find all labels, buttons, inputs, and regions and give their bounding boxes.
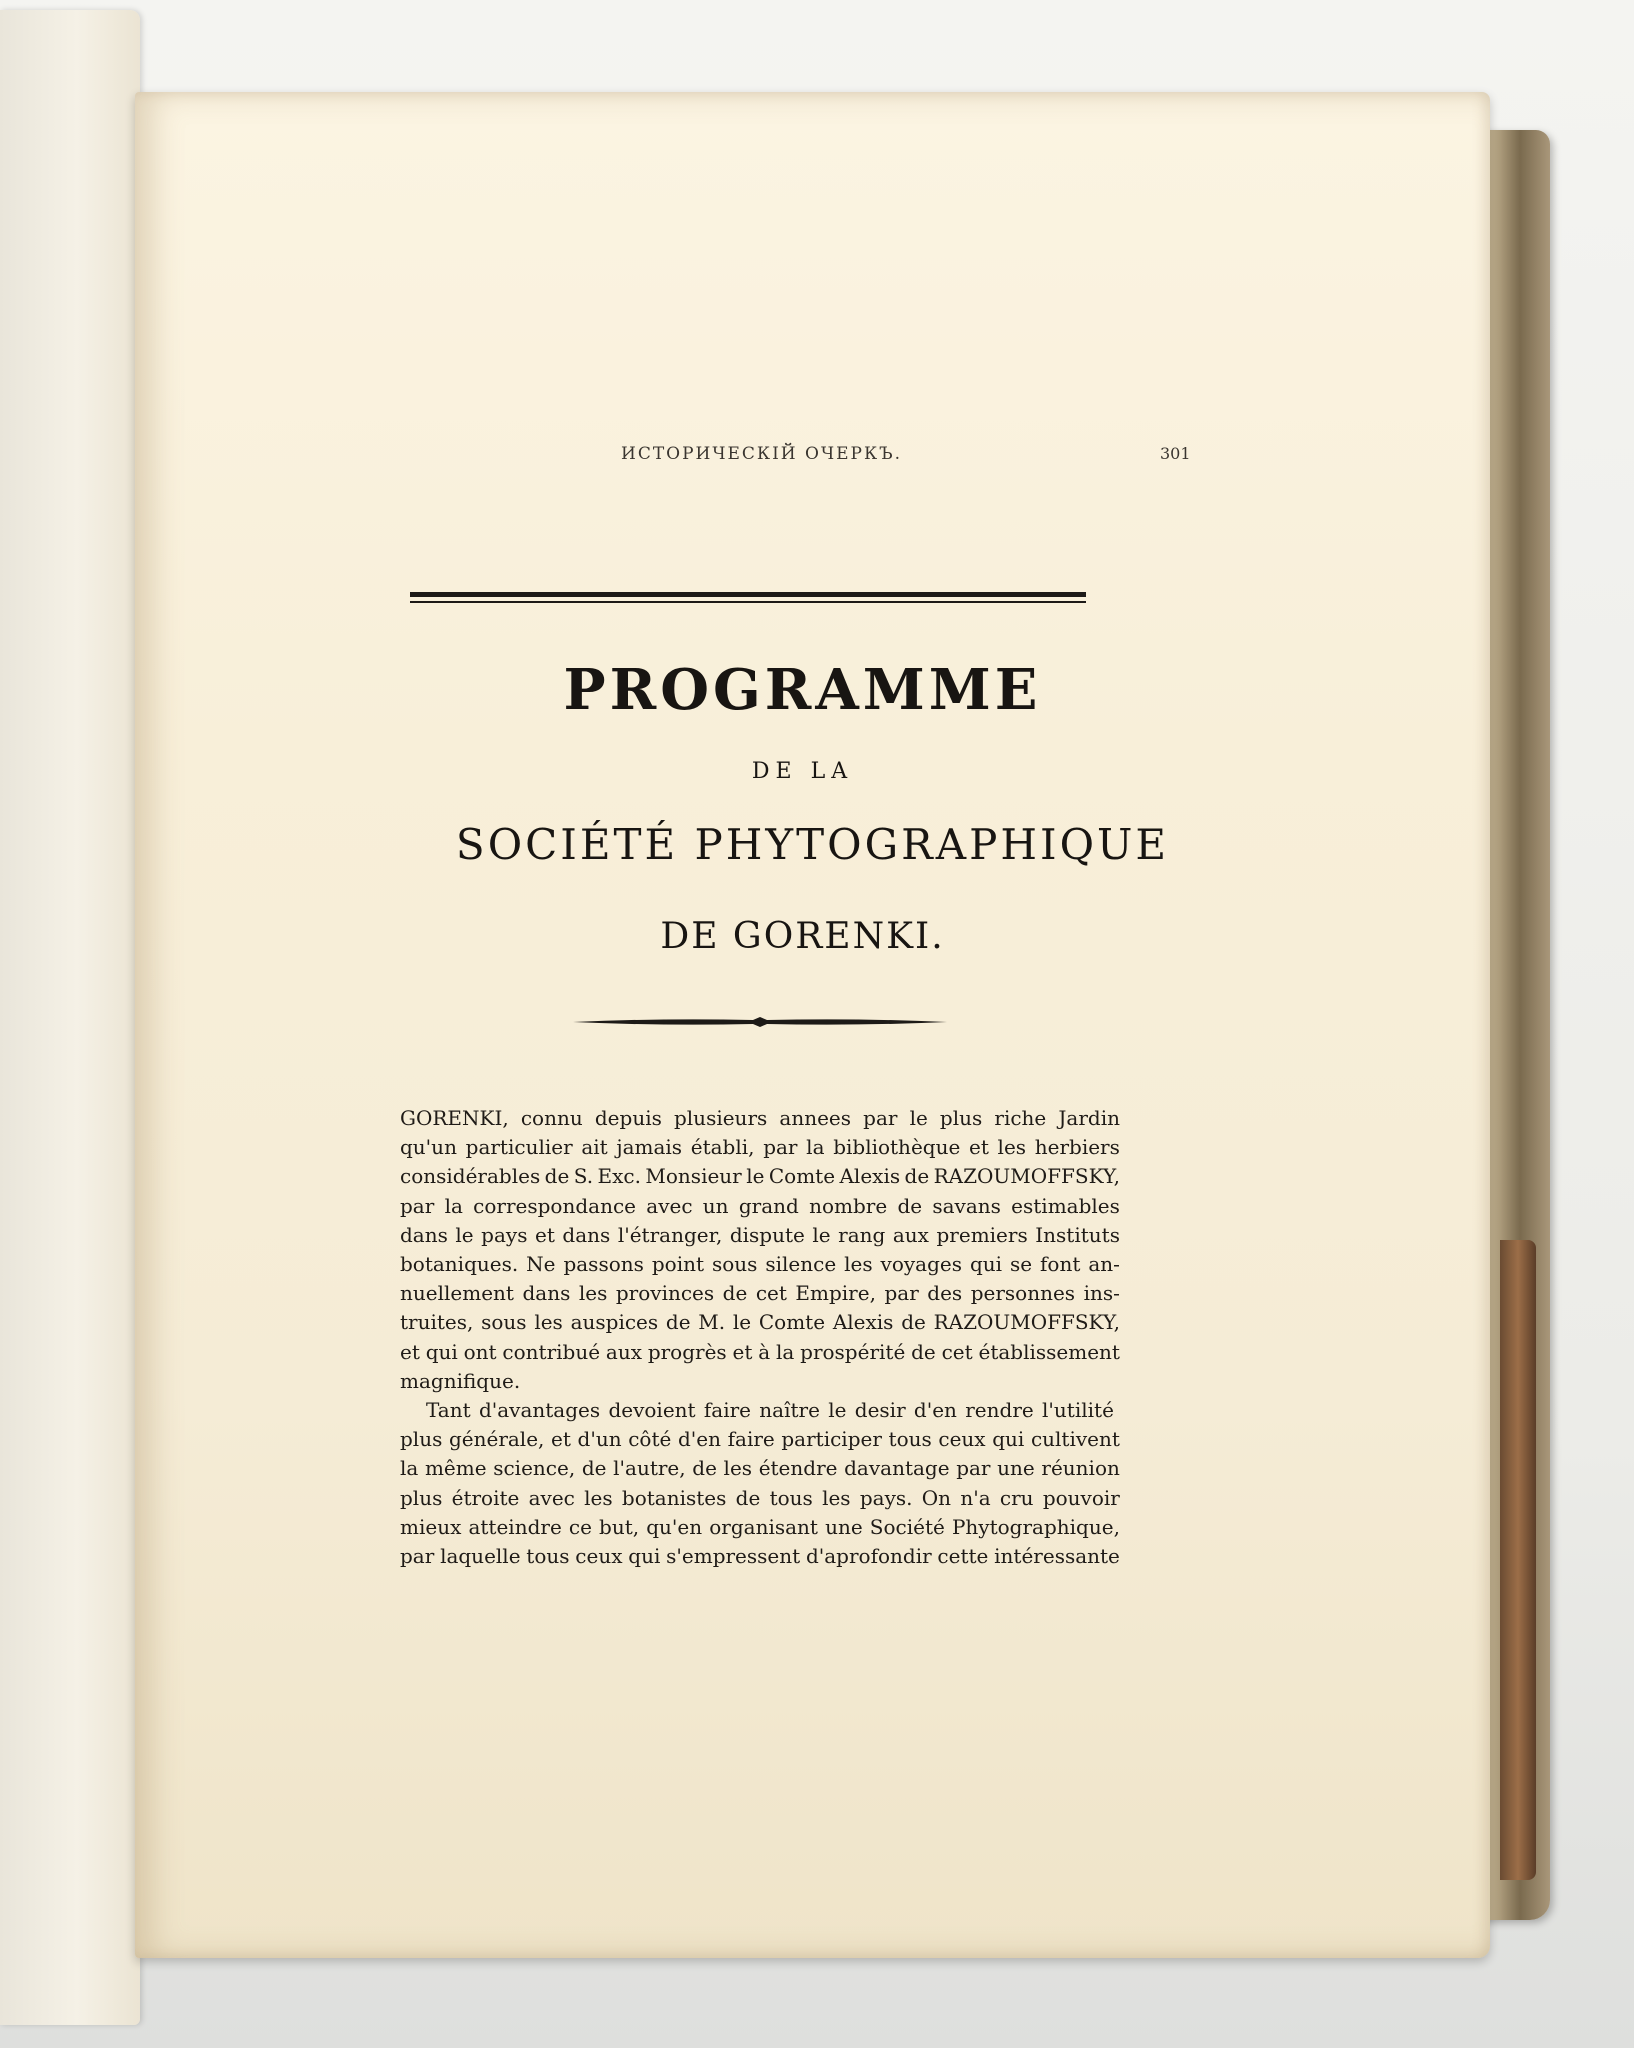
- ornamental-rule: [573, 1017, 947, 1027]
- text-line: mieux atteindre ce but, qu'en organisant une Société Phytographique,: [400, 1514, 1120, 1539]
- text-line: plus générale, et d'un côté d'en faire participer tous ceux qui cultivent: [400, 1427, 1120, 1452]
- text-line: plus étroite avec les botanistes de tous les pays. On n'a cru pouvoir: [400, 1485, 1120, 1510]
- paragraph-2: [400, 1396, 1120, 1571]
- book-page: [135, 92, 1490, 1958]
- book-cover-edge: [1500, 1240, 1536, 1880]
- text-line: dans le pays et dans l'étranger, dispute le rang aux premiers Instituts: [400, 1222, 1120, 1247]
- text-line: qu'un particulier ait jamais établi, par la bibliothèque et les herbiers: [400, 1135, 1120, 1160]
- title-double-rule: [410, 592, 1086, 604]
- text-line: la même science, de l'autre, de les étendre davantage par une réunion: [400, 1456, 1120, 1481]
- title-de-la: DE LA: [751, 759, 854, 784]
- facing-page-edge: [0, 10, 140, 2025]
- text-line: magnifique.: [400, 1368, 521, 1393]
- text-line: Tant d'avantages devoient faire naître le desir d'en rendre l'utilité: [426, 1398, 1114, 1423]
- title-societe: SOCIÉTÉ PHYTOGRAPHIQUE: [455, 820, 1170, 869]
- body-text: [400, 1104, 1120, 1571]
- text-line: truites, sous les auspices de M. le Comte Alexis de RAZOUMOFFSKY,: [400, 1310, 1120, 1335]
- text-line: GORENKI, connu depuis plusieurs annees par le plus riche Jardin: [400, 1106, 1120, 1130]
- text-line: par la correspondance avec un grand nombre de savans estimables: [400, 1193, 1120, 1218]
- text-line: par laquelle tous ceux qui s'empressent d'aprofondir cette intéressante: [400, 1544, 1120, 1569]
- text-line: considérables de S. Exc. Monsieur le Comte Alexis de RAZOUMOFFSKY,: [400, 1164, 1120, 1189]
- text-line: botaniques. Ne passons point sous silence les voyages qui se font an-: [400, 1252, 1120, 1277]
- text-line: et qui ont contribué aux progrès et à la prospérité de cet établissement: [400, 1339, 1120, 1364]
- running-head: ИСТОРИЧЕСКІЙ ОЧЕРКЪ.: [621, 444, 903, 464]
- paragraph-1: [400, 1104, 1120, 1396]
- title-programme: PROGRAMME: [563, 657, 1042, 723]
- page-header: [135, 444, 1490, 474]
- text-line: nuellement dans les provinces de cet Empire, par des personnes ins-: [400, 1281, 1120, 1306]
- page-number: 301: [1160, 444, 1191, 463]
- title-gorenki: DE GORENKI.: [660, 916, 945, 957]
